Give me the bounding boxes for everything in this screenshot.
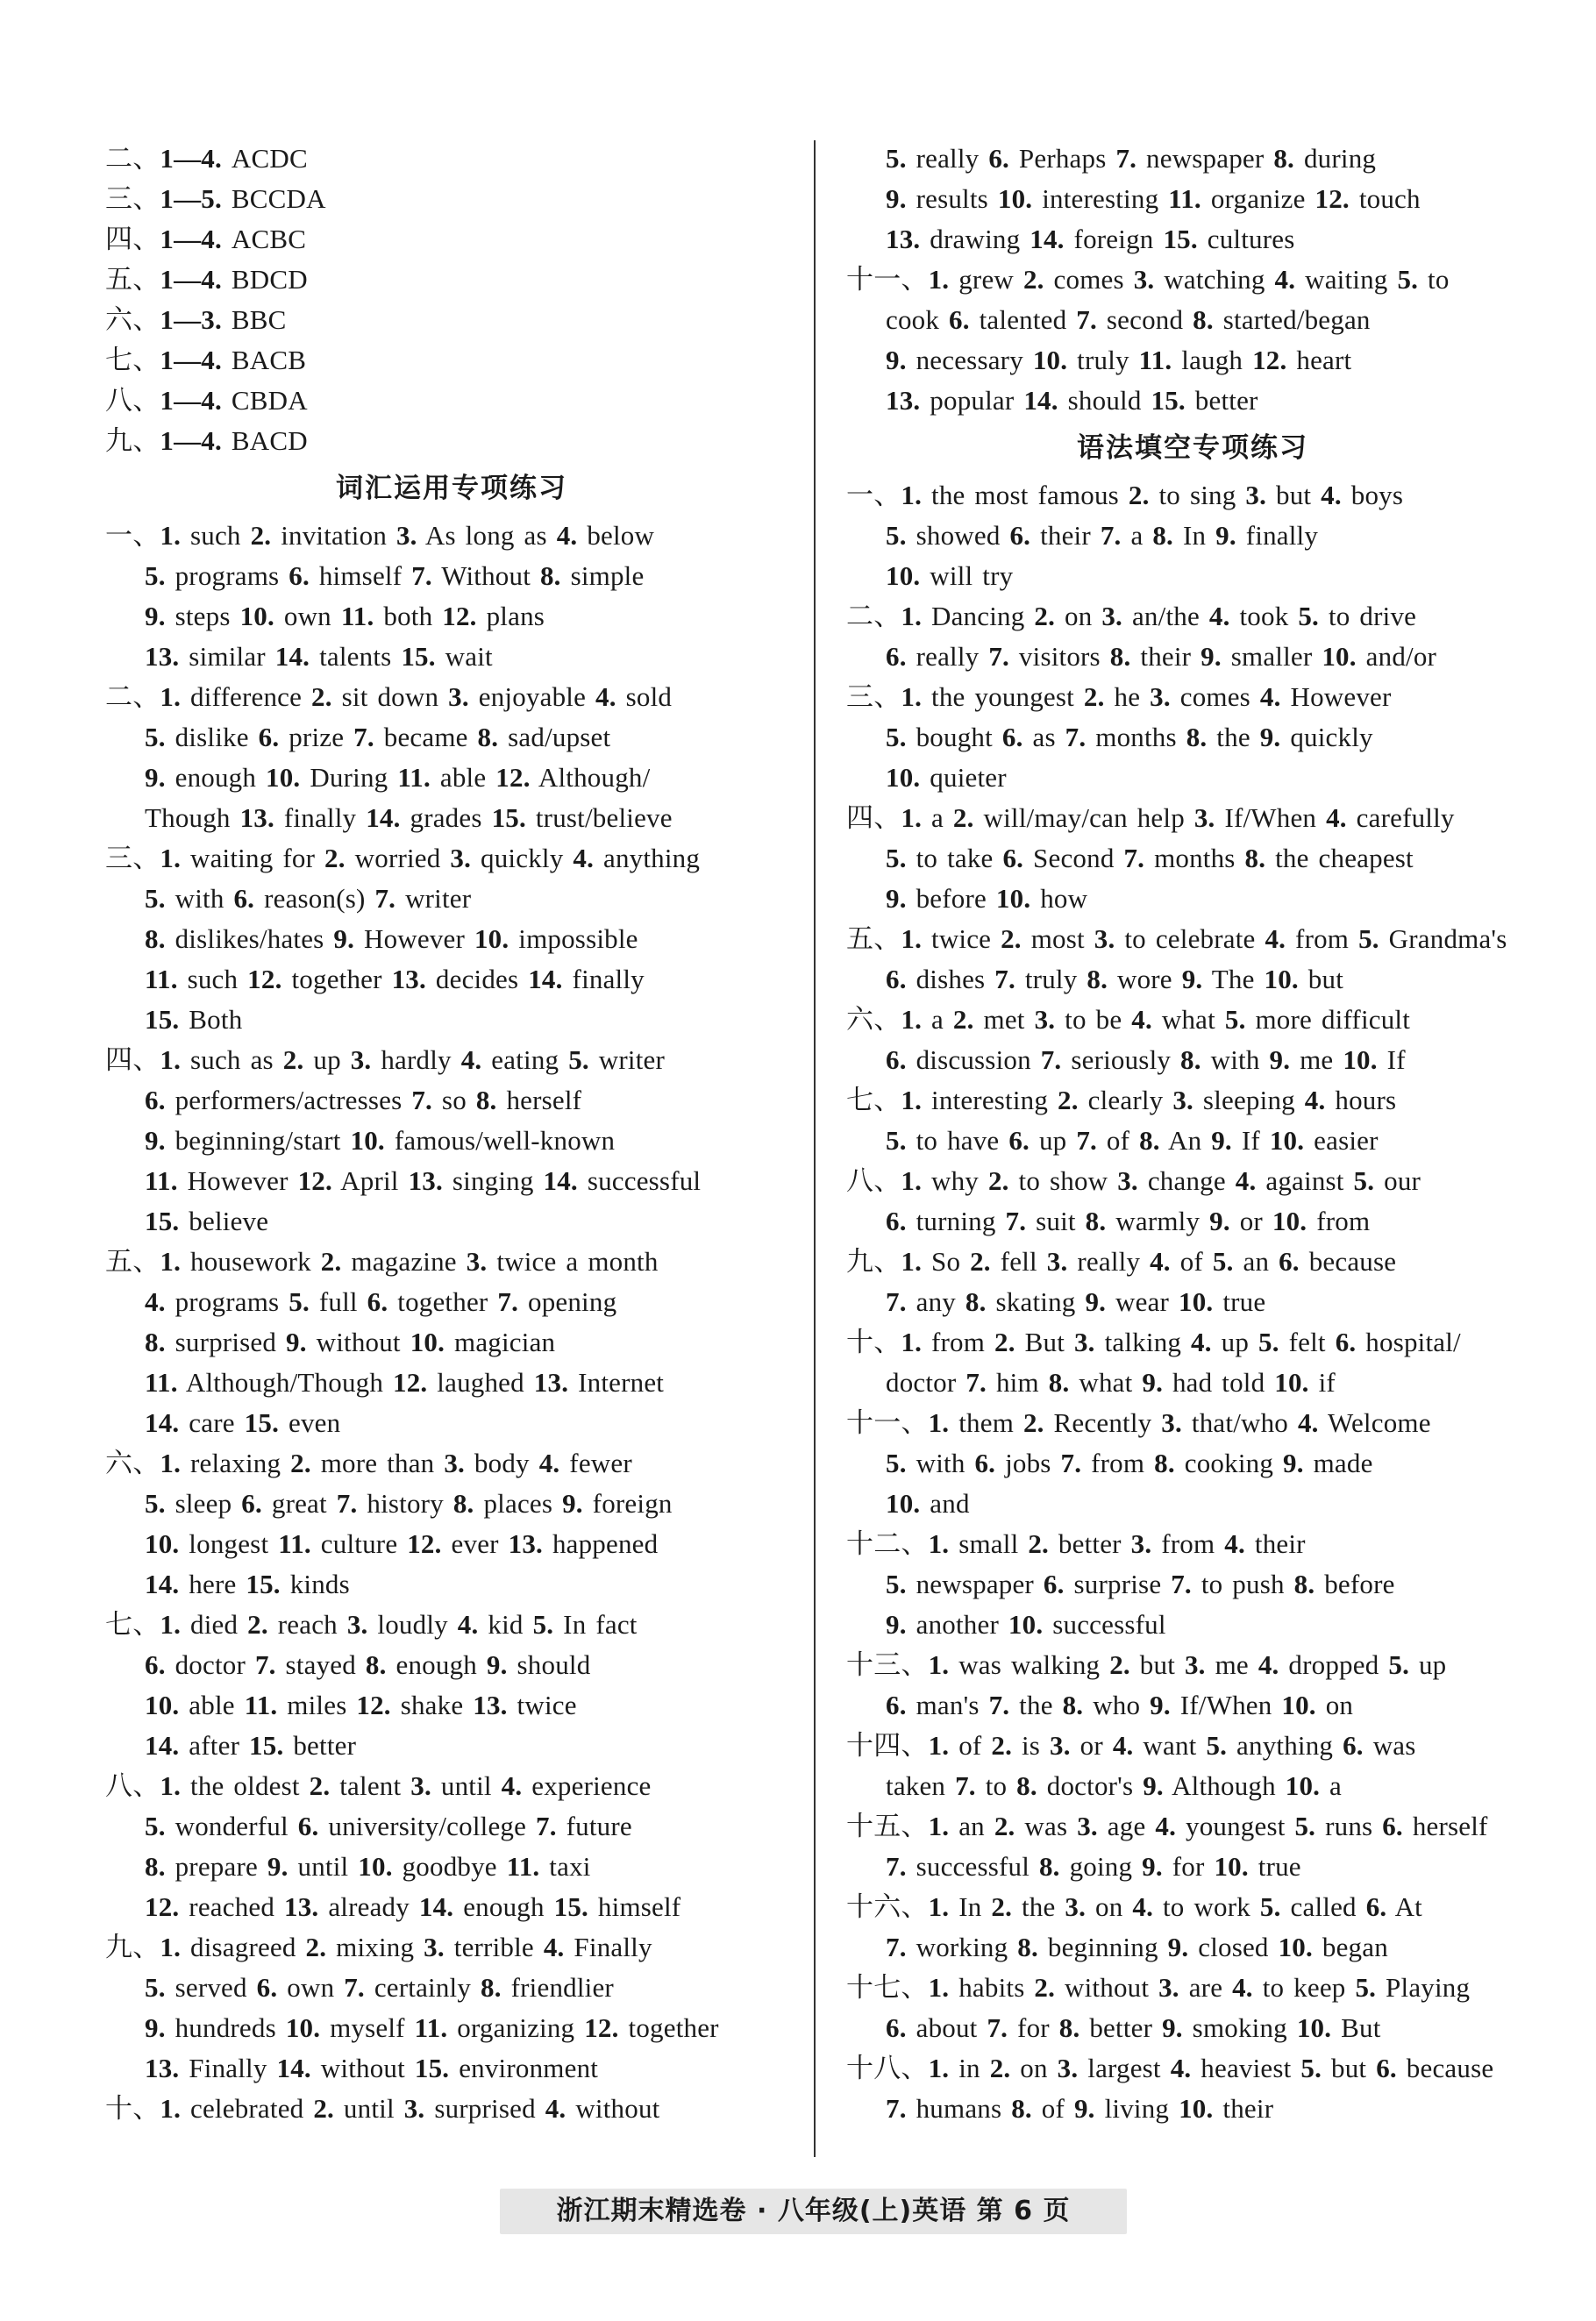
answer-line: 十、1. from 2. But 3. talking 4. up 5. felt 6. hospital/ xyxy=(846,1327,1461,1357)
answer-line: 十五、1. an 2. was 3. age 4. youngest 5. runs 6. herself xyxy=(846,1811,1488,1841)
answer-line: 5. bought 6. as 7. months 8. the 9. quickly xyxy=(886,722,1373,752)
right-column xyxy=(846,139,1539,2129)
answer-line: 9. results 10. interesting 11. organize 12. touch xyxy=(886,183,1421,214)
answer-line: 十三、1. was walking 2. but 3. me 4. dropped 5. up xyxy=(846,1649,1447,1680)
answer-line: 六、1—3. BBC xyxy=(105,304,287,335)
answer-line: 7. any 8. skating 9. wear 10. true xyxy=(886,1286,1266,1317)
answer-line: 11. However 12. April 13. singing 14. successful xyxy=(145,1165,702,1196)
answer-line: 6. doctor 7. stayed 8. enough 9. should xyxy=(145,1649,591,1680)
answer-line: 5. with 6. jobs 7. from 8. cooking 9. made xyxy=(886,1448,1373,1478)
answer-line: 6. performers/actresses 7. so 8. herself xyxy=(145,1085,582,1115)
left-column xyxy=(105,139,798,2129)
answer-line: 七、1. interesting 2. clearly 3. sleeping 4. hours xyxy=(846,1085,1397,1115)
answer-line: 4. programs 5. full 6. together 7. opening xyxy=(145,1286,617,1317)
answer-line: 6. turning 7. suit 8. warmly 9. or 10. from xyxy=(886,1206,1371,1236)
answer-line: 13. drawing 14. foreign 15. cultures xyxy=(886,224,1295,254)
answer-line: 十七、1. habits 2. without 3. are 4. to keep 5. Playing xyxy=(846,1972,1471,2003)
section-title: 语法填空专项练习 xyxy=(1077,432,1308,464)
answer-line: 9. beginning/start 10. famous/well-known xyxy=(145,1125,616,1156)
answer-line: taken 7. to 8. doctor's 9. Although 10. a xyxy=(886,1770,1343,1801)
answer-line: 三、1. the youngest 2. he 3. comes 4. However xyxy=(846,681,1392,712)
answer-line: 七、1. died 2. reach 3. loudly 4. kid 5. In fact xyxy=(105,1609,638,1640)
answer-line: 十二、1. small 2. better 3. from 4. their xyxy=(846,1528,1306,1559)
answer-line: 15. Both xyxy=(145,1004,243,1035)
answer-line: 二、1—4. ACDC xyxy=(105,143,308,174)
answer-line: 6. about 7. for 8. better 9. smoking 10. But xyxy=(886,2012,1381,2043)
answer-line: 十八、1. in 2. on 3. largest 4. heaviest 5. but 6. because xyxy=(846,2053,1494,2083)
answer-line: 5. showed 6. their 7. a 8. In 9. finally xyxy=(886,520,1319,551)
answer-line: 四、1. a 2. will/may/can help 3. If/When 4. carefully xyxy=(846,802,1455,833)
answer-line: 11. such 12. together 13. decides 14. finally xyxy=(145,964,645,994)
answer-line: 12. reached 13. already 14. enough 15. himself xyxy=(145,1891,681,1922)
answer-line: 六、1. a 2. met 3. to be 4. what 5. more difficult xyxy=(846,1004,1411,1035)
answer-line: 5. programs 6. himself 7. Without 8. simple xyxy=(145,560,645,591)
answer-line: 11. Although/Though 12. laughed 13. Internet xyxy=(145,1367,665,1398)
answer-line: 五、1. twice 2. most 3. to celebrate 4. from 5. Grandma's xyxy=(846,923,1507,954)
answer-line: 10. quieter xyxy=(886,762,1007,793)
answer-line: 十一、1. grew 2. comes 3. watching 4. waiting 5. to xyxy=(846,264,1450,295)
answer-line: 5. served 6. own 7. certainly 8. friendlier xyxy=(145,1972,614,2003)
answer-line: 8. surprised 9. without 10. magician xyxy=(145,1327,556,1357)
answer-line: 5. really 6. Perhaps 7. newspaper 8. during xyxy=(886,143,1377,174)
answer-line: 九、1—4. BACD xyxy=(105,425,308,456)
answer-line: 六、1. relaxing 2. more than 3. body 4. fewer xyxy=(105,1448,632,1478)
page-footer: 浙江期末精选卷 · 八年级(上)英语 第 6 页 xyxy=(500,2189,1127,2234)
answer-line: 5. sleep 6. great 7. history 8. places 9. foreign xyxy=(145,1488,673,1519)
answer-line: 九、1. So 2. fell 3. really 4. of 5. an 6. because xyxy=(846,1246,1397,1277)
answer-line: 二、1. Dancing 2. on 3. an/the 4. took 5. to drive xyxy=(846,601,1417,631)
answer-line: 6. really 7. visitors 8. their 9. smaller 10. and/or xyxy=(886,641,1437,672)
answer-line: 13. popular 14. should 15. better xyxy=(886,385,1258,416)
answer-line: 九、1. disagreed 2. mixing 3. terrible 4. Finally xyxy=(105,1932,652,1962)
answer-line: cook 6. talented 7. second 8. started/began xyxy=(886,304,1371,335)
answer-line: 9. enough 10. During 11. able 12. Although/ xyxy=(145,762,651,793)
answer-line: 三、1—5. BCCDA xyxy=(105,183,326,214)
answer-line: 十六、1. In 2. the 3. on 4. to work 5. called 6. At xyxy=(846,1891,1422,1922)
answer-line: 5. dislike 6. prize 7. became 8. sad/upset xyxy=(145,722,611,752)
answer-line: 八、1. why 2. to show 3. change 4. against 5. our xyxy=(846,1165,1421,1196)
answer-line: 5. with 6. reason(s) 7. writer xyxy=(145,883,472,914)
answer-line: 5. wonderful 6. university/college 7. future xyxy=(145,1811,632,1841)
answer-line: 14. after 15. better xyxy=(145,1730,357,1761)
answer-line: 15. believe xyxy=(145,1206,269,1236)
answer-line: 十四、1. of 2. is 3. or 4. want 5. anything 6. was xyxy=(846,1730,1416,1761)
answer-line: 10. able 11. miles 12. shake 13. twice xyxy=(145,1690,577,1720)
answer-line: 8. prepare 9. until 10. goodbye 11. taxi xyxy=(145,1851,591,1882)
answer-line: 二、1. difference 2. sit down 3. enjoyable 4. sold xyxy=(105,681,673,712)
answer-line: 14. care 15. even xyxy=(145,1407,341,1438)
answer-line: 5. newspaper 6. surprise 7. to push 8. before xyxy=(886,1569,1395,1599)
answer-line: 十、1. celebrated 2. until 3. surprised 4. without xyxy=(105,2093,660,2124)
answer-line: 9. necessary 10. truly 11. laugh 12. heart xyxy=(886,345,1352,375)
answer-line: 7. working 8. beginning 9. closed 10. began xyxy=(886,1932,1388,1962)
answer-line: Though 13. finally 14. grades 15. trust/believe xyxy=(145,802,673,833)
answer-line: 四、1—4. ACBC xyxy=(105,224,307,254)
answer-line: 一、1. such 2. invitation 3. As long as 4. below xyxy=(105,520,655,551)
answer-line: 十一、1. them 2. Recently 3. that/who 4. Welcome xyxy=(846,1407,1431,1438)
answer-line: 三、1. waiting for 2. worried 3. quickly 4. anything xyxy=(105,843,701,873)
answer-line: 五、1—4. BDCD xyxy=(105,264,308,295)
answer-line: 八、1. the oldest 2. talent 3. until 4. experience xyxy=(105,1770,652,1801)
answer-line: 7. humans 8. of 9. living 10. their xyxy=(886,2093,1274,2124)
answer-line: 七、1—4. BACB xyxy=(105,345,307,375)
answer-line: 8. dislikes/hates 9. However 10. impossible xyxy=(145,923,638,954)
answer-line: 9. before 10. how xyxy=(886,883,1088,914)
answer-line: 四、1. such as 2. up 3. hardly 4. eating 5. writer xyxy=(105,1044,666,1075)
answer-line: 6. discussion 7. seriously 8. with 9. me 10. If xyxy=(886,1044,1406,1075)
answer-line: 7. successful 8. going 9. for 10. true xyxy=(886,1851,1301,1882)
answer-line: 13. Finally 14. without 15. environment xyxy=(145,2053,599,2083)
answer-line: 5. to have 6. up 7. of 8. An 9. If 10. easier xyxy=(886,1125,1379,1156)
answer-line: 13. similar 14. talents 15. wait xyxy=(145,641,493,672)
answer-line: 10. longest 11. culture 12. ever 13. happened xyxy=(145,1528,659,1559)
answer-line: 6. man's 7. the 8. who 9. If/When 10. on xyxy=(886,1690,1354,1720)
column-divider xyxy=(814,140,816,2157)
answer-line: 一、1. the most famous 2. to sing 3. but 4. boys xyxy=(846,480,1404,510)
answer-line: 10. and xyxy=(886,1488,970,1519)
answer-line: doctor 7. him 8. what 9. had told 10. if xyxy=(886,1367,1336,1398)
answer-line: 9. another 10. successful xyxy=(886,1609,1166,1640)
section-title: 词汇运用专项练习 xyxy=(336,473,567,504)
answer-line: 9. steps 10. own 11. both 12. plans xyxy=(145,601,545,631)
answer-line: 6. dishes 7. truly 8. wore 9. The 10. but xyxy=(886,964,1344,994)
answer-line: 9. hundreds 10. myself 11. organizing 12. together xyxy=(145,2012,719,2043)
answer-line: 五、1. housework 2. magazine 3. twice a month xyxy=(105,1246,659,1277)
answer-line: 10. will try xyxy=(886,560,1014,591)
answer-line: 5. to take 6. Second 7. months 8. the cheapest xyxy=(886,843,1414,873)
answer-line: 14. here 15. kinds xyxy=(145,1569,350,1599)
answer-line: 八、1—4. CBDA xyxy=(105,385,308,416)
